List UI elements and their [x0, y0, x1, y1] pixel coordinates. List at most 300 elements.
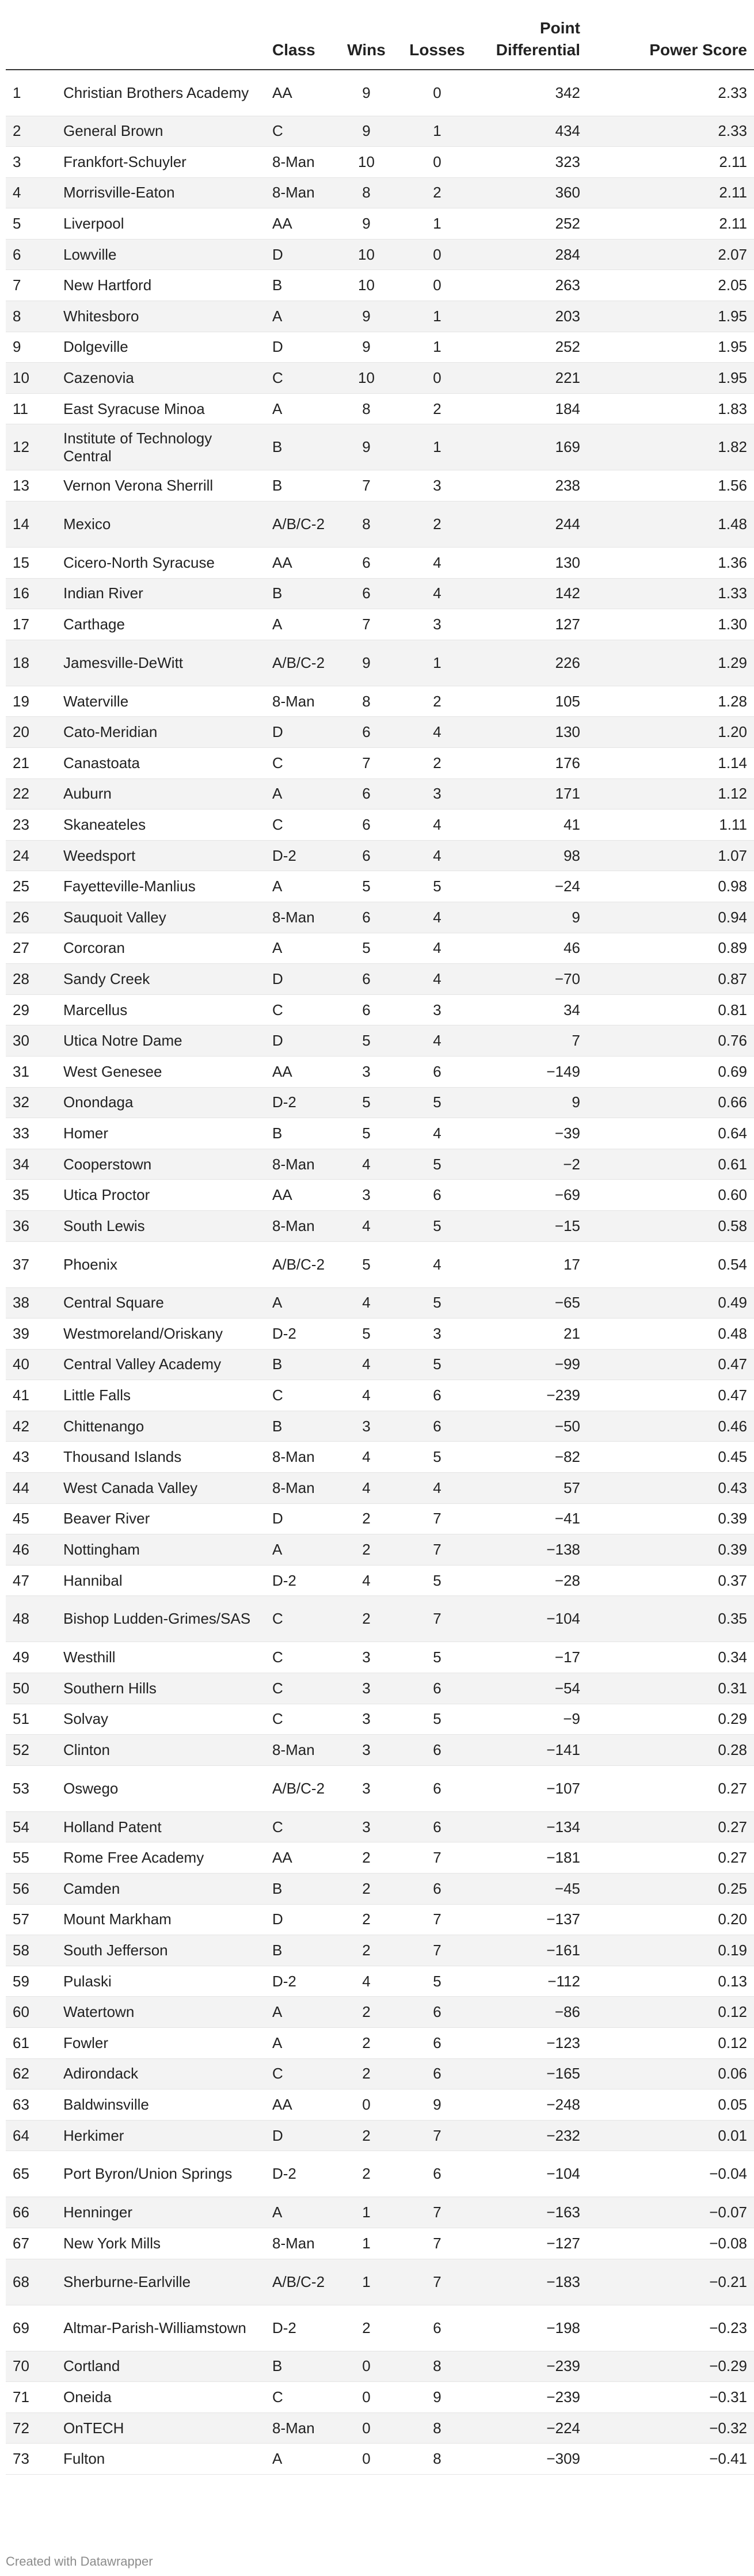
losses-cell: 7	[399, 1534, 475, 1566]
losses-cell: 6	[399, 1765, 475, 1811]
class-cell: AA	[265, 2089, 333, 2121]
team-name-cell: Holland Patent	[56, 1811, 265, 1842]
table-row	[6, 239, 754, 270]
team-name-cell: Fayetteville-Manlius	[56, 871, 265, 902]
point-differential-cell: 169	[475, 424, 587, 470]
class-cell: A	[265, 393, 333, 424]
rank-cell: 12	[6, 424, 56, 470]
point-differential-cell: 41	[475, 810, 587, 841]
losses-cell: 4	[399, 717, 475, 748]
rank-cell: 43	[6, 1442, 56, 1473]
wins-cell: 5	[333, 871, 399, 902]
losses-cell: 4	[399, 840, 475, 871]
point-differential-cell: −248	[475, 2089, 587, 2121]
class-cell: AA	[265, 208, 333, 240]
power-score-cell: 0.29	[587, 1704, 754, 1735]
team-name-cell: Phoenix	[56, 1241, 265, 1287]
point-differential-cell: −183	[475, 2259, 587, 2305]
wins-cell: 10	[333, 270, 399, 301]
team-name-cell: Utica Notre Dame	[56, 1025, 265, 1057]
rank-cell: 41	[6, 1380, 56, 1411]
power-score-cell: 0.31	[587, 1673, 754, 1704]
power-score-cell: 0.81	[587, 994, 754, 1025]
point-differential-cell: −137	[475, 1904, 587, 1935]
class-cell: A/B/C-2	[265, 640, 333, 686]
power-score-cell: 0.34	[587, 1642, 754, 1673]
point-differential-cell: 342	[475, 70, 587, 116]
datawrapper-credit[interactable]: Created with Datawrapper	[6, 2554, 153, 2569]
table-row	[6, 2151, 754, 2197]
point-differential-cell: −112	[475, 1966, 587, 1997]
point-differential-cell: −239	[475, 2351, 587, 2382]
wins-cell: 5	[333, 1025, 399, 1057]
team-name-cell: Fulton	[56, 2444, 265, 2475]
point-differential-cell: −9	[475, 1704, 587, 1735]
wins-cell: 0	[333, 2412, 399, 2444]
power-score-cell: 2.05	[587, 270, 754, 301]
point-differential-cell: −104	[475, 1596, 587, 1642]
class-cell: C	[265, 1642, 333, 1673]
table-row	[6, 1149, 754, 1180]
table-row	[6, 1904, 754, 1935]
table-row	[6, 1765, 754, 1811]
rank-cell: 2	[6, 116, 56, 147]
wins-cell: 9	[333, 332, 399, 363]
rank-cell: 36	[6, 1210, 56, 1241]
table-row	[6, 1735, 754, 1766]
table-row	[6, 810, 754, 841]
power-score-cell: 2.11	[587, 208, 754, 240]
table-row	[6, 2197, 754, 2228]
wins-cell: 6	[333, 840, 399, 871]
point-differential-cell: −99	[475, 1349, 587, 1380]
rank-cell: 54	[6, 1811, 56, 1842]
class-cell: 8-Man	[265, 902, 333, 933]
table-row	[6, 301, 754, 332]
class-cell: D	[265, 2120, 333, 2151]
class-cell: B	[265, 1349, 333, 1380]
table-row	[6, 1210, 754, 1241]
header-team[interactable]	[56, 17, 265, 70]
losses-cell: 7	[399, 2228, 475, 2259]
team-name-cell: OnTECH	[56, 2412, 265, 2444]
class-cell: A/B/C-2	[265, 501, 333, 548]
losses-cell: 7	[399, 1842, 475, 1874]
class-cell: 8-Man	[265, 1442, 333, 1473]
class-cell: B	[265, 1118, 333, 1149]
wins-cell: 0	[333, 2089, 399, 2121]
team-name-cell: Skaneateles	[56, 810, 265, 841]
rank-cell: 52	[6, 1735, 56, 1766]
table-row	[6, 748, 754, 779]
power-score-cell: 1.36	[587, 548, 754, 579]
power-score-cell: 0.13	[587, 1966, 754, 1997]
team-name-cell: Lowville	[56, 239, 265, 270]
team-name-cell: Cortland	[56, 2351, 265, 2382]
power-score-cell: 1.28	[587, 686, 754, 717]
team-name-cell: Hannibal	[56, 1565, 265, 1596]
losses-cell: 0	[399, 270, 475, 301]
class-cell: D	[265, 717, 333, 748]
class-cell: A	[265, 871, 333, 902]
point-differential-cell: 238	[475, 470, 587, 501]
team-name-cell: Westmoreland/Oriskany	[56, 1319, 265, 1350]
rank-cell: 61	[6, 2027, 56, 2058]
power-score-cell: 1.20	[587, 717, 754, 748]
class-cell: B	[265, 1874, 333, 1905]
wins-cell: 9	[333, 640, 399, 686]
rank-cell: 25	[6, 871, 56, 902]
power-score-cell: −0.07	[587, 2197, 754, 2228]
point-differential-cell: −86	[475, 1997, 587, 2028]
point-differential-cell: −69	[475, 1180, 587, 1211]
losses-cell: 6	[399, 1735, 475, 1766]
wins-cell: 5	[333, 1241, 399, 1287]
losses-cell: 2	[399, 501, 475, 548]
point-differential-cell: −141	[475, 1735, 587, 1766]
team-name-cell: Sandy Creek	[56, 964, 265, 995]
rank-cell: 47	[6, 1565, 56, 1596]
class-cell: D	[265, 1904, 333, 1935]
table-row	[6, 177, 754, 208]
wins-cell: 7	[333, 748, 399, 779]
wins-cell: 2	[333, 1997, 399, 2028]
power-score-cell: 1.12	[587, 778, 754, 810]
point-differential-cell: 360	[475, 177, 587, 208]
class-cell: C	[265, 994, 333, 1025]
class-cell: 8-Man	[265, 1149, 333, 1180]
wins-cell: 5	[333, 1087, 399, 1118]
team-name-cell: Henninger	[56, 2197, 265, 2228]
rank-cell: 51	[6, 1704, 56, 1735]
point-differential-cell: −239	[475, 1380, 587, 1411]
rank-cell: 72	[6, 2412, 56, 2444]
power-score-cell: 0.12	[587, 1997, 754, 2028]
wins-cell: 0	[333, 2444, 399, 2475]
rank-cell: 63	[6, 2089, 56, 2121]
team-name-cell: Corcoran	[56, 933, 265, 964]
power-score-cell: 1.11	[587, 810, 754, 841]
team-name-cell: Solvay	[56, 1704, 265, 1735]
rank-cell: 22	[6, 778, 56, 810]
power-score-cell: 1.14	[587, 748, 754, 779]
power-score-cell: 0.49	[587, 1287, 754, 1319]
team-name-cell: Little Falls	[56, 1380, 265, 1411]
rank-cell: 28	[6, 964, 56, 995]
table-row	[6, 1056, 754, 1087]
point-differential-cell: −104	[475, 2151, 587, 2197]
point-differential-cell: 105	[475, 686, 587, 717]
point-differential-cell: 252	[475, 332, 587, 363]
class-cell: B	[265, 470, 333, 501]
table-row	[6, 1997, 754, 2028]
losses-cell: 7	[399, 2259, 475, 2305]
rank-cell: 16	[6, 578, 56, 609]
rank-cell: 9	[6, 332, 56, 363]
losses-cell: 4	[399, 578, 475, 609]
point-differential-cell: −65	[475, 1287, 587, 1319]
table-row	[6, 2351, 754, 2382]
rank-cell: 26	[6, 902, 56, 933]
class-cell: C	[265, 1673, 333, 1704]
table-row	[6, 2058, 754, 2089]
wins-cell: 2	[333, 2027, 399, 2058]
rank-cell: 68	[6, 2259, 56, 2305]
team-name-cell: Sauquoit Valley	[56, 902, 265, 933]
class-cell: B	[265, 578, 333, 609]
power-score-cell: 0.05	[587, 2089, 754, 2121]
table-row	[6, 2228, 754, 2259]
class-cell: D-2	[265, 1565, 333, 1596]
wins-cell: 2	[333, 1935, 399, 1966]
power-score-cell: 0.69	[587, 1056, 754, 1087]
wins-cell: 8	[333, 501, 399, 548]
losses-cell: 7	[399, 2120, 475, 2151]
losses-cell: 7	[399, 1596, 475, 1642]
rank-cell: 49	[6, 1642, 56, 1673]
team-name-cell: Clinton	[56, 1735, 265, 1766]
point-differential-cell: −123	[475, 2027, 587, 2058]
losses-cell: 5	[399, 1642, 475, 1673]
team-name-cell: Chittenango	[56, 1411, 265, 1442]
class-cell: 8-Man	[265, 1735, 333, 1766]
team-name-cell: Thousand Islands	[56, 1442, 265, 1473]
rank-cell: 65	[6, 2151, 56, 2197]
rank-cell: 11	[6, 393, 56, 424]
wins-cell: 2	[333, 2120, 399, 2151]
losses-cell: 3	[399, 994, 475, 1025]
class-cell: D-2	[265, 1319, 333, 1350]
rank-cell: 35	[6, 1180, 56, 1211]
table-row	[6, 1319, 754, 1350]
rank-cell: 19	[6, 686, 56, 717]
class-cell: D-2	[265, 840, 333, 871]
wins-cell: 5	[333, 1118, 399, 1149]
point-differential-cell: 127	[475, 609, 587, 640]
power-score-cell: 0.12	[587, 2027, 754, 2058]
losses-cell: 0	[399, 363, 475, 394]
power-score-cell: −0.23	[587, 2305, 754, 2351]
point-differential-cell: 252	[475, 208, 587, 240]
rank-cell: 33	[6, 1118, 56, 1149]
table-row	[6, 2089, 754, 2121]
wins-cell: 2	[333, 1874, 399, 1905]
header-power-score[interactable]: Power Score	[587, 17, 754, 70]
team-name-cell: West Genesee	[56, 1056, 265, 1087]
rank-cell: 38	[6, 1287, 56, 1319]
team-name-cell: Canastoata	[56, 748, 265, 779]
point-differential-cell: −17	[475, 1642, 587, 1673]
class-cell: 8-Man	[265, 2228, 333, 2259]
wins-cell: 1	[333, 2228, 399, 2259]
power-score-cell: 0.27	[587, 1765, 754, 1811]
losses-cell: 4	[399, 933, 475, 964]
losses-cell: 5	[399, 1349, 475, 1380]
rank-cell: 31	[6, 1056, 56, 1087]
rank-cell: 3	[6, 147, 56, 178]
losses-cell: 5	[399, 1565, 475, 1596]
rank-cell: 56	[6, 1874, 56, 1905]
team-name-cell: New York Mills	[56, 2228, 265, 2259]
wins-cell: 3	[333, 1811, 399, 1842]
wins-cell: 9	[333, 301, 399, 332]
table-row	[6, 270, 754, 301]
wins-cell: 8	[333, 177, 399, 208]
wins-cell: 3	[333, 1642, 399, 1673]
team-name-cell: Herkimer	[56, 2120, 265, 2151]
team-name-cell: Pulaski	[56, 1966, 265, 1997]
class-cell: C	[265, 363, 333, 394]
class-cell: A/B/C-2	[265, 1765, 333, 1811]
losses-cell: 2	[399, 393, 475, 424]
wins-cell: 7	[333, 609, 399, 640]
point-differential-cell: 244	[475, 501, 587, 548]
losses-cell: 6	[399, 2027, 475, 2058]
losses-cell: 1	[399, 640, 475, 686]
team-name-cell: South Lewis	[56, 1210, 265, 1241]
team-name-cell: Port Byron/Union Springs	[56, 2151, 265, 2197]
point-differential-cell: 9	[475, 1087, 587, 1118]
table-row	[6, 501, 754, 548]
wins-cell: 2	[333, 1503, 399, 1534]
wins-cell: 10	[333, 147, 399, 178]
wins-cell: 2	[333, 1534, 399, 1566]
class-cell: A	[265, 2197, 333, 2228]
table-body	[6, 70, 754, 2474]
power-score-cell: 2.07	[587, 239, 754, 270]
losses-cell: 1	[399, 208, 475, 240]
team-name-cell: Oswego	[56, 1765, 265, 1811]
team-name-cell: Indian River	[56, 578, 265, 609]
rank-cell: 4	[6, 177, 56, 208]
power-score-cell: 1.48	[587, 501, 754, 548]
rank-cell: 17	[6, 609, 56, 640]
class-cell: C	[265, 1596, 333, 1642]
point-differential-cell: −15	[475, 1210, 587, 1241]
power-score-cell: 0.54	[587, 1241, 754, 1287]
power-score-cell: 0.27	[587, 1811, 754, 1842]
point-differential-cell: −50	[475, 1411, 587, 1442]
power-score-cell: −0.31	[587, 2382, 754, 2413]
wins-cell: 6	[333, 717, 399, 748]
wins-cell: 6	[333, 548, 399, 579]
point-differential-cell: −181	[475, 1842, 587, 1874]
wins-cell: 3	[333, 1673, 399, 1704]
power-score-cell: 0.45	[587, 1442, 754, 1473]
class-cell: A	[265, 609, 333, 640]
power-score-cell: 0.98	[587, 871, 754, 902]
power-score-cell: −0.32	[587, 2412, 754, 2444]
class-cell: 8-Man	[265, 1210, 333, 1241]
class-cell: C	[265, 748, 333, 779]
rank-cell: 67	[6, 2228, 56, 2259]
rank-cell: 20	[6, 717, 56, 748]
point-differential-cell: −232	[475, 2120, 587, 2151]
table-row	[6, 393, 754, 424]
class-cell: AA	[265, 1056, 333, 1087]
power-score-cell: 0.60	[587, 1180, 754, 1211]
rank-cell: 59	[6, 1966, 56, 1997]
losses-cell: 1	[399, 116, 475, 147]
losses-cell: 6	[399, 1411, 475, 1442]
table-row	[6, 1704, 754, 1735]
losses-cell: 9	[399, 2089, 475, 2121]
class-cell: C	[265, 810, 333, 841]
losses-cell: 5	[399, 1210, 475, 1241]
team-name-cell: East Syracuse Minoa	[56, 393, 265, 424]
table-row	[6, 1811, 754, 1842]
point-differential-cell: 203	[475, 301, 587, 332]
wins-cell: 4	[333, 1149, 399, 1180]
table-row	[6, 1842, 754, 1874]
wins-cell: 10	[333, 239, 399, 270]
header-point-differential[interactable]: Point Differential	[475, 17, 587, 70]
wins-cell: 5	[333, 1319, 399, 1350]
power-score-cell: 1.95	[587, 332, 754, 363]
rank-cell: 44	[6, 1473, 56, 1504]
rank-cell: 48	[6, 1596, 56, 1642]
point-differential-cell: 171	[475, 778, 587, 810]
table-row	[6, 1380, 754, 1411]
point-differential-cell: −165	[475, 2058, 587, 2089]
point-differential-cell: −163	[475, 2197, 587, 2228]
point-differential-cell: 142	[475, 578, 587, 609]
point-differential-cell: 434	[475, 116, 587, 147]
point-differential-cell: −239	[475, 2382, 587, 2413]
class-cell: C	[265, 2382, 333, 2413]
table-row	[6, 778, 754, 810]
team-name-cell: Dolgeville	[56, 332, 265, 363]
wins-cell: 2	[333, 1842, 399, 1874]
point-differential-cell: 17	[475, 1241, 587, 1287]
losses-cell: 8	[399, 2351, 475, 2382]
header-losses[interactable]: Losses	[399, 17, 475, 70]
losses-cell: 9	[399, 2382, 475, 2413]
point-differential-cell: 9	[475, 902, 587, 933]
losses-cell: 6	[399, 2151, 475, 2197]
losses-cell: 6	[399, 1180, 475, 1211]
wins-cell: 3	[333, 1056, 399, 1087]
class-cell: B	[265, 1411, 333, 1442]
losses-cell: 7	[399, 1904, 475, 1935]
team-name-cell: New Hartford	[56, 270, 265, 301]
wins-cell: 6	[333, 810, 399, 841]
rank-cell: 42	[6, 1411, 56, 1442]
power-score-cell: 0.27	[587, 1842, 754, 1874]
team-name-cell: Auburn	[56, 778, 265, 810]
header-class[interactable]: Class	[265, 17, 333, 70]
power-score-cell: −0.21	[587, 2259, 754, 2305]
point-differential-cell: −127	[475, 2228, 587, 2259]
table-row	[6, 1180, 754, 1211]
table-row	[6, 363, 754, 394]
table-row	[6, 1025, 754, 1057]
rank-cell: 32	[6, 1087, 56, 1118]
wins-cell: 4	[333, 1287, 399, 1319]
class-cell: 8-Man	[265, 2412, 333, 2444]
point-differential-cell: −24	[475, 871, 587, 902]
team-name-cell: Marcellus	[56, 994, 265, 1025]
header-rank[interactable]	[6, 17, 56, 70]
team-name-cell: Morrisville-Eaton	[56, 177, 265, 208]
wins-cell: 4	[333, 1565, 399, 1596]
header-wins[interactable]: Wins	[333, 17, 399, 70]
power-score-cell: 0.35	[587, 1596, 754, 1642]
wins-cell: 9	[333, 116, 399, 147]
class-cell: AA	[265, 548, 333, 579]
team-name-cell: Cooperstown	[56, 1149, 265, 1180]
wins-cell: 4	[333, 1380, 399, 1411]
